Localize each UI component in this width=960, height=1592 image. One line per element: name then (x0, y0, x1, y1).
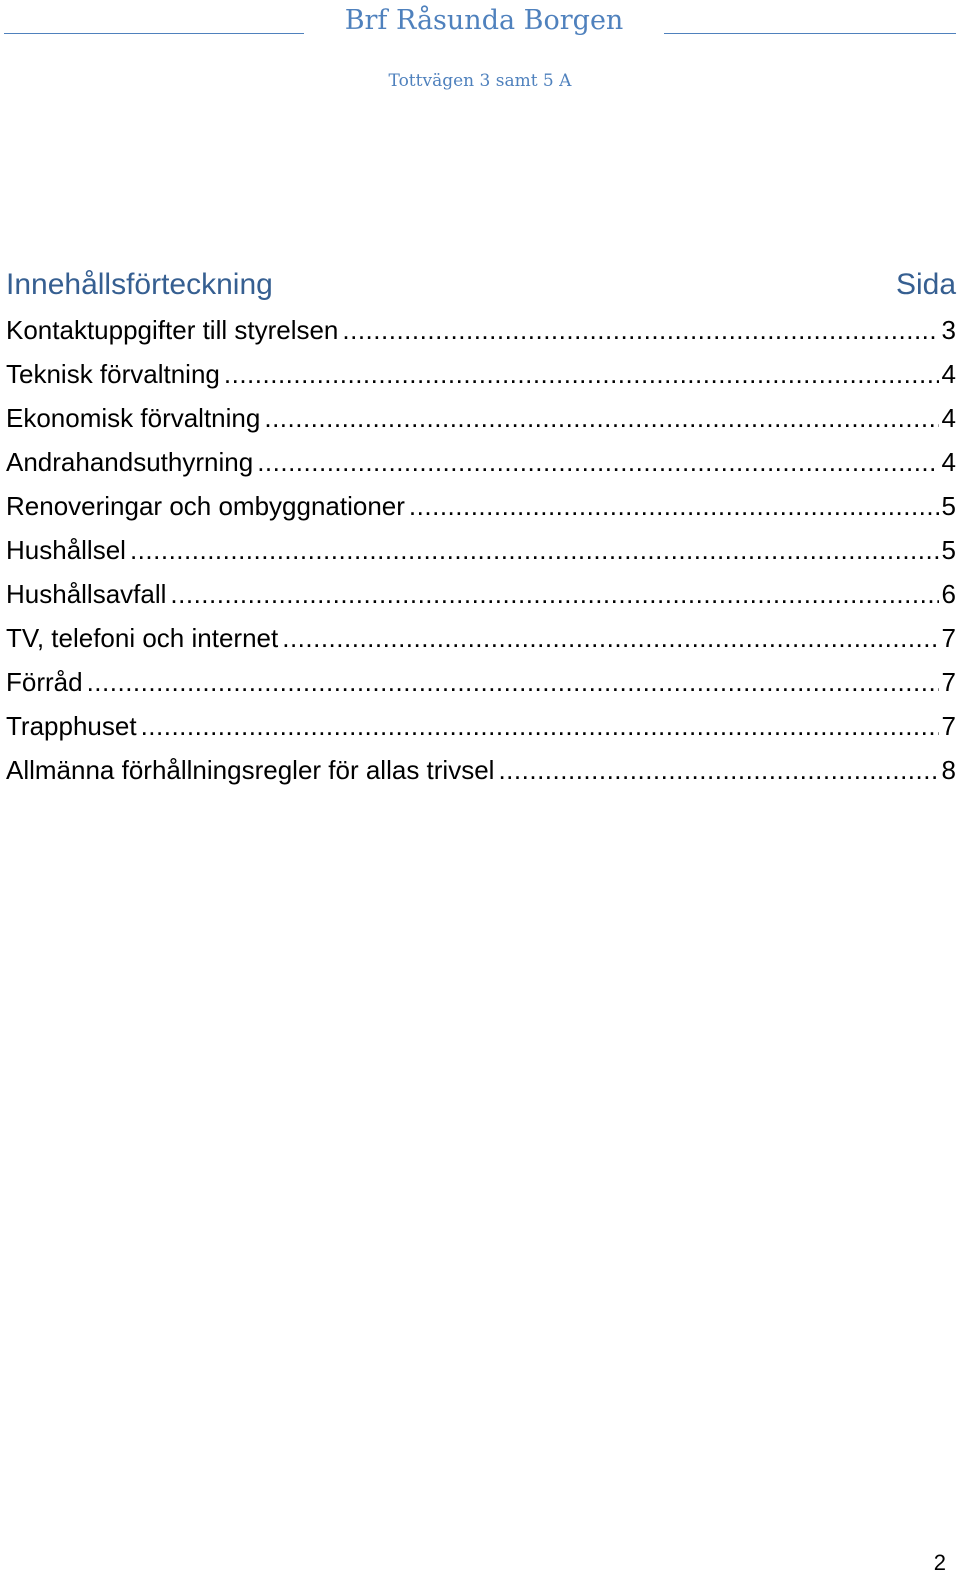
toc-entry[interactable] (6, 396, 956, 440)
toc-entry-title: Teknisk förvaltning (6, 359, 220, 389)
toc-entry[interactable] (6, 704, 956, 748)
toc-list (6, 308, 956, 792)
toc-heading (6, 262, 956, 308)
toc-entry-page: 5 (941, 535, 956, 565)
table-of-contents (6, 262, 956, 792)
toc-dot-leader (170, 572, 938, 616)
header-rule-right (664, 33, 956, 34)
toc-entry-title: TV, telefoni och internet (6, 623, 279, 653)
toc-dot-leader (257, 440, 938, 484)
toc-entry-title: Hushållsavfall (6, 579, 167, 609)
toc-entry[interactable] (6, 528, 956, 572)
toc-entry[interactable] (6, 660, 956, 704)
toc-dot-leader (409, 484, 939, 528)
toc-entry-title: Allmänna förhållningsregler för allas trivsel (6, 755, 495, 785)
toc-entry[interactable] (6, 440, 956, 484)
toc-entry-page: 8 (941, 755, 956, 785)
toc-entry-title: Renoveringar och ombyggnationer (6, 491, 405, 521)
toc-dot-leader (282, 616, 938, 660)
toc-entry-title: Andrahandsuthyrning (6, 447, 254, 477)
toc-entry-page: 4 (941, 359, 956, 389)
toc-entry-page: 4 (941, 403, 956, 433)
toc-dot-leader (224, 352, 939, 396)
toc-entry-page: 7 (941, 711, 956, 741)
toc-entry[interactable] (6, 308, 956, 352)
toc-title: Innehållsförteckning (6, 268, 273, 301)
toc-entry-page: 7 (941, 623, 956, 653)
toc-entry[interactable] (6, 748, 956, 792)
toc-dot-leader (130, 528, 939, 572)
toc-dot-leader (141, 704, 939, 748)
toc-entry-page: 6 (941, 579, 956, 609)
toc-dot-leader (87, 660, 939, 704)
toc-entry[interactable] (6, 484, 956, 528)
organization-address: Tottvägen 3 samt 5 A (388, 71, 572, 91)
toc-entry[interactable] (6, 616, 956, 660)
organization-name: Brf Råsunda Borgen (344, 5, 624, 36)
toc-dot-leader (342, 308, 938, 352)
toc-entry-page: 7 (941, 667, 956, 697)
page-number: 2 (933, 1550, 946, 1575)
page-header (0, 0, 960, 110)
toc-page-column-label: Sida (895, 268, 956, 301)
toc-dot-leader (264, 396, 938, 440)
toc-entry-page: 3 (941, 315, 956, 345)
toc-entry-title: Hushållsel (6, 535, 126, 565)
toc-entry-title: Kontaktuppgifter till styrelsen (6, 315, 339, 345)
toc-entry-title: Ekonomisk förvaltning (6, 403, 261, 433)
header-rule-left (4, 33, 304, 34)
toc-entry-page: 5 (941, 491, 956, 521)
toc-entry-title: Förråd (6, 667, 83, 697)
toc-dot-leader (498, 748, 938, 792)
toc-entry[interactable] (6, 572, 956, 616)
toc-entry[interactable] (6, 352, 956, 396)
toc-entry-page: 4 (941, 447, 956, 477)
toc-entry-title: Trapphuset (6, 711, 137, 741)
